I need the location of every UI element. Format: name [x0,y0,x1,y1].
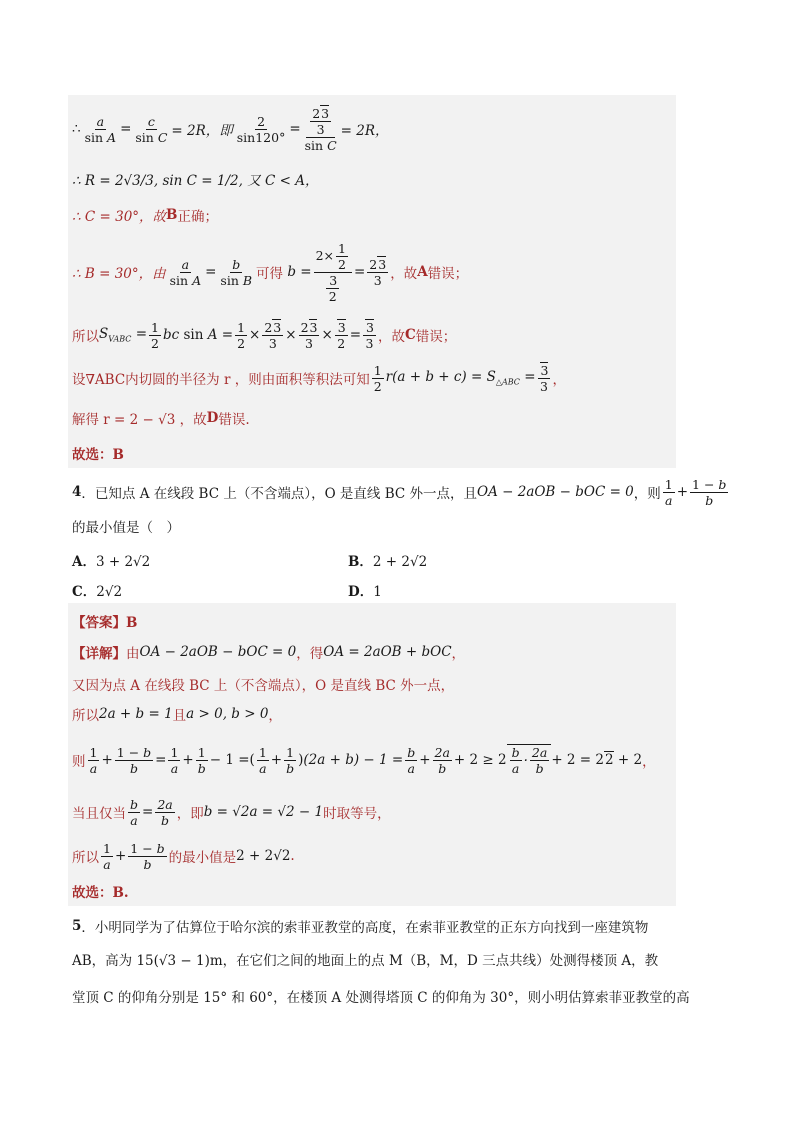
question-4-stem-2: 的最小值是（ ） [72,520,180,536]
fraction-b-value: 2× $\frac{1}{2}$ $\frac{3}{2}$ [314,241,352,304]
fraction-c-over-sinC: $\frac{c}{\text{sin C}}$ [135,113,168,145]
solution-line-1: ∴ $\frac{a}{\text{sin A}}$ = $\frac{c}{\text{sin C}}$ = 2R，即 $\frac{2}{\sin 120^\circ}$ = $\frac{\frac{23}{3}}{\text{sin C}}$ = 2R， [72,105,389,153]
solution-line-4: ∴ B = 30°，由 $\frac{a}{\text{sin A}}$ = $\frac{b}{\text{sin B}}$ 可得 b = 2× $\frac{1}{2}$ $\frac{3}{2}$ = $\frac{23}{3}$ ，故 A 错误； [72,240,469,304]
question-number: 5 [72,918,82,934]
option-d[interactable]: D．1 [348,584,382,600]
question-number: 4 [72,484,82,500]
solution-line-7: 解得 r = 2 − √3 ，故 D 错误. [72,410,250,428]
solution-line-6: 设∇ABC内切圆的半径为 r ，则由面积等积法可知 $\frac{1}{2}$ $r(a + b + c) = S_{\triangle ABC}$ = $\frac{3}{3}$ ， [72,362,566,394]
detail-line-5: 当且仅当 $\frac{b}{a}$ = $\frac{2a}{b}$ ，即 b = √2a = √2 − 1 时取等号， [72,796,391,828]
solution-line-8: 故选：B [72,447,124,463]
detail-line-2: 又因为点 A 在线段 BC 上（不含端点），O 是直线 BC 外一点， [72,678,455,694]
detail-line-6: 所以 $\frac{1}{a}$ + $\frac{1 - b}{b}$ 的最小值是 2 + 2√2 . [72,840,295,872]
detail-line-1: 【详解】 由 OA − 2aOB − bOC = 0 ，得 OA = 2aOB + bOC ， [72,644,466,662]
fraction-2sqrt3-over-3: $\frac{23}{3}$ [369,256,387,288]
fraction-2-over-sin120: $\frac{2}{\sin 120^\circ}$ [236,113,286,145]
detail-line-3: 所以 2a + b = 1 且 a > 0, b > 0 ， [72,706,282,724]
detail-line-7: 故选：B. [72,885,129,901]
question-5-line-3: 堂顶 C 的仰角分别是 15° 和 60°，在楼顶 A 处测得塔顶 C 的仰角为 30°，则小明估算索菲亚教堂的高 [72,990,690,1006]
fraction-nested-sinC: $\frac{\frac{23}{3}}{\text{sin C}}$ [304,105,337,153]
question-5-line-1: 5 ．小明同学为了估算位于哈尔滨的索菲亚教堂的高度，在索菲亚教堂的正东方向找到一座建筑物 [72,918,649,936]
fraction-a-over-sinA: $\frac{a}{\text{sin A}}$ [84,113,117,145]
solution-line-2: ∴ R = 2√3/3, sin C = 1/2, 又 C < A， [72,173,319,189]
detail-line-4: 则 $\frac{1}{a}$ + $\frac{1 - b}{b}$ = $\frac{1}{a}$ + $\frac{1}{b}$ − 1 = ( $\frac{1}{a}$ + $\frac{1}{b}$ ) (2a + b) − 1 = $\frac{b}{a}$ + $\frac{2a}{b}$ + 2 ≥ 2 $\frac{b}{a}$ · $\frac{2a}{b}$ + 2 = 22 + 2 ， [72,744,656,776]
fraction-b-over-sinB: $\frac{b}{\text{sin B}}$ [220,256,253,288]
solution-line-5: 所以 $S_{VABC}$ = $\frac{1}{2}$ bc sin A = $\frac{1}{2}$ × $\frac{23}{3}$ × $\frac{23}{3}$ × $\frac{3}{2}$ = $\frac{3}{3}$ ，故 C 错误； [72,319,457,351]
answer-label: 【答案】B [72,615,138,631]
option-a[interactable]: A．3 + 2√2 [72,554,151,570]
option-c[interactable]: C．2√2 [72,584,123,600]
solution-line-3: ∴ C = 30°，故 B 正确； [72,207,218,225]
question-5-line-2: AB，高为 15(√3 − 1)m，在它们之间的地面上的点 M（B，M，D 三点共线）处测得楼顶 A，教 [72,953,659,969]
option-b[interactable]: B．2 + 2√2 [348,554,428,570]
question-4-stem: 4 ．已知点 A 在线段 BC 上（不含端点），O 是直线 BC 外一点，且 OA − 2aOB − bOC = 0 ，则 $\frac{1}{a}$ + $\frac{1 - b}{b}$ [72,476,727,508]
fraction-a-over-sinA-2: $\frac{a}{\text{sin A}}$ [169,256,202,288]
